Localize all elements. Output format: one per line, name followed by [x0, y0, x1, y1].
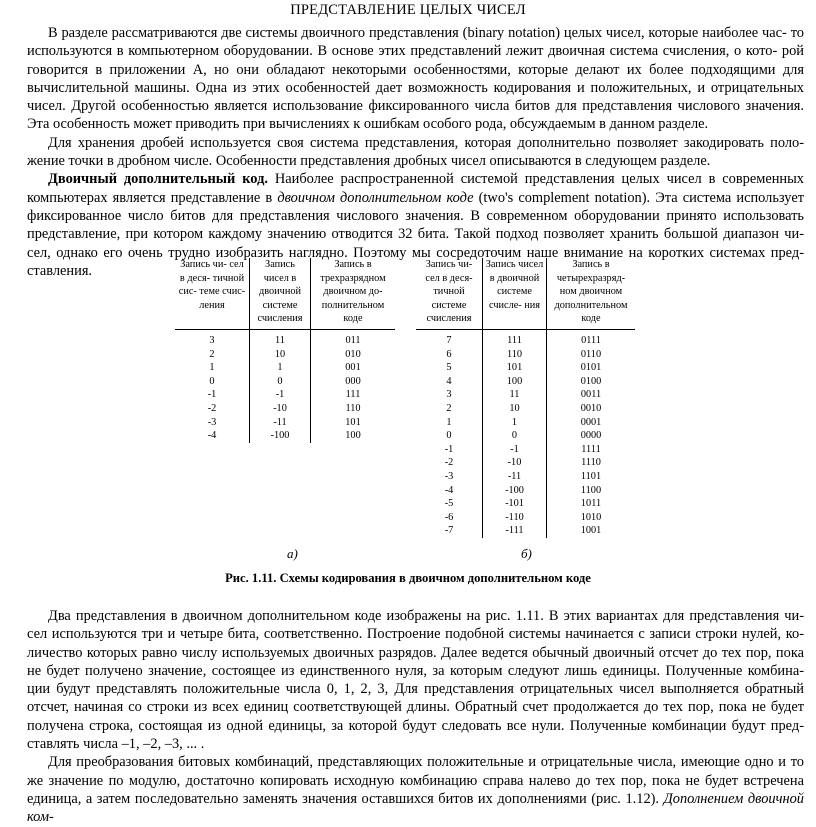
table-b-cell: 1100: [547, 484, 636, 498]
table-b-header-twos: Запись в четырехразряд- ном двоичном дополнительном коде: [547, 258, 636, 329]
table-b-cell: -10: [483, 456, 547, 470]
table-b-row: [416, 497, 635, 511]
table-a-cell: 001: [311, 361, 396, 375]
table-a-cell: -11: [250, 416, 311, 430]
table-b-cell: -100: [483, 484, 547, 498]
table-b-cell: 100: [483, 375, 547, 389]
table-a-cell: -4: [207, 430, 217, 442]
table-b-cell: -7: [444, 525, 454, 537]
table-b-cell: 0010: [547, 402, 636, 416]
paragraph-4: Два представления в двоичном дополнительном коде изображены на рис. 1.11. В этих вариантах для представления чи- сел используются три и четыре бита, соответственно. Построение подобной системы начинается с записи строки нулей, ко- личество которых равно числу используемых двоичных разрядов. Далее ведется обычный двоичный отсчет до тех пор, пока не будет получено значение, состоящее из единственного нуля, за которым следуют лишь единицы. Полученные комбина- ции будут представлять положительные числа 0, 1, 2, 3, Для представления отрицательных чисел выполняется обратный отсчет, начиная со строки из всех единиц соответствующей длины. Обратный счет продолжается до тех пор, пока не будет получена строка, состоящая из одной единицы, за которой будут следовать все нули. Полученные комбинации будут пред- ставлять числа –1, –2, –3, ... .: [27, 608, 804, 753]
table-a-header-twos: Запись в трехразрядном двоичном до- полнительном коде: [311, 258, 396, 329]
table-a-cell: 1: [209, 362, 215, 374]
table-b-cell: -101: [483, 497, 547, 511]
table-b-cell: 11: [483, 388, 547, 402]
table-b-cell: 1010: [547, 511, 636, 525]
table-b-cell: -1: [444, 443, 454, 455]
table-a-row: [175, 429, 395, 443]
table-a-row: [175, 329, 395, 347]
table-a-label: а): [287, 546, 298, 561]
table-b-cell: 1101: [547, 470, 636, 484]
table-b-cell: -3: [444, 470, 454, 482]
intro-text: [27, 24, 804, 280]
table-b-cell: 4: [446, 375, 452, 387]
table-a-cell: 111: [311, 388, 396, 402]
table-b-cell: 0110: [547, 348, 636, 362]
table-a-header-decimal: Запись чи- сел в деся- тичной сис- теме счис- ления: [175, 258, 250, 329]
table-b-cell: 0100: [547, 375, 636, 389]
table-a-cell: 010: [311, 348, 396, 362]
table-b-cell: -111: [483, 524, 547, 538]
table-b-row: [416, 416, 635, 430]
table-a-row: [175, 361, 395, 375]
table-b-cell: 1: [483, 416, 547, 430]
table-b-cell: 1: [446, 416, 452, 428]
table-b-cell: 111: [483, 329, 547, 347]
table-b-cell: 0101: [547, 361, 636, 375]
table-b-cell: 101: [483, 361, 547, 375]
table-b-row: [416, 429, 635, 443]
table-b-cell: -4: [444, 484, 454, 496]
table-b-cell: -1: [483, 443, 547, 457]
table-a-header-binary: Запись чисел в двоичной системе счисления: [250, 258, 311, 329]
table-a-row: [175, 402, 395, 416]
table-a-cell: 3: [209, 334, 215, 346]
page-title: ПРЕДСТАВЛЕНИЕ ЦЕЛЫХ ЧИСЕЛ: [290, 2, 526, 18]
table-a-cell: 11: [250, 329, 311, 347]
table-a-cell: 1: [250, 361, 311, 375]
table-b-cell: 0011: [547, 388, 636, 402]
body-text: [27, 607, 804, 827]
table-a-cell: -100: [250, 429, 311, 443]
table-a-cell: 10: [250, 348, 311, 362]
paragraph-5-text: Для преобразования битовых комбинаций, представляющих положительные и отрицательные числа, имеющие одно и то же значение по модулю, достаточно копировать исходную комбинацию справа налево до тех пор, пока не будет встречена единица, а затем последовательно заменять значения оставшихся битов их дополнениями (рис. 1.12).: [27, 754, 804, 807]
table-b-cell: 5: [446, 362, 452, 374]
paragraph-3-text-b: (two's complement notation). Эта система использует фиксированное число битов для представления числового значения. В современном оборудовании принято использовать представление, при котором каждому значению отводится 32 бита. Такой подход позволяет хранить большой диапазон чи- сел, однако его очень трудно изобразить наглядно. Поэтому мы сосредоточим наше внимание на коротких системах пред- ставления.: [27, 189, 804, 279]
table-b-row: [416, 511, 635, 525]
table-b-cell: 7: [446, 334, 452, 346]
table-a-row: [175, 375, 395, 389]
table-b-row: [416, 524, 635, 538]
table-b-cell: 1011: [547, 497, 636, 511]
table-b-header-binary: Запись чисел в двоичной системе счисле- ния: [483, 258, 547, 329]
table-b-row: [416, 402, 635, 416]
paragraph-5-italic: Дополнением двоичной ком-: [27, 790, 804, 826]
table-b-row: [416, 361, 635, 375]
table-a-row: [175, 348, 395, 362]
table-a-row: [175, 416, 395, 430]
table-a-cell: -1: [250, 388, 311, 402]
table-b-row: [416, 348, 635, 362]
figure-caption: Рис. 1.11. Схемы кодирования в двоичном дополнительном коде: [225, 571, 591, 585]
table-a-cell: 110: [311, 402, 396, 416]
table-3bit: [175, 258, 395, 443]
table-b-cell: -2: [444, 457, 454, 469]
table-b-row: [416, 456, 635, 470]
table-b-cell: -11: [483, 470, 547, 484]
table-b-cell: 2: [446, 402, 452, 414]
table-b-row: [416, 470, 635, 484]
table-a-cell: -3: [207, 416, 217, 428]
table-b-cell: 1110: [547, 456, 636, 470]
table-b-row: [416, 443, 635, 457]
table-b-cell: 10: [483, 402, 547, 416]
table-b-cell: -6: [444, 511, 454, 523]
table-b-label: б): [521, 546, 532, 561]
table-b-cell: -5: [444, 498, 454, 510]
table-a-cell: -10: [250, 402, 311, 416]
table-a-cell: -2: [207, 402, 217, 414]
paragraph-5: [27, 753, 804, 826]
table-a-cell: 000: [311, 375, 396, 389]
table-a-cell: 101: [311, 416, 396, 430]
table-a-cell: -1: [207, 389, 217, 401]
table-b-cell: -110: [483, 511, 547, 525]
section-heading: Двоичный дополнительный код.: [48, 171, 268, 188]
table-b-row: [416, 388, 635, 402]
paragraph-1: В разделе рассматриваются две системы двоичного представления (binary notation) целых чисел, которые наиболее час- то используются в компьютерном оборудовании. В основе этих представлений лежит двоичная система счисления, о кото- рой говорится в приложении А, но они обладают некоторыми особенностями, которые делают их более подходящими для вычислительной машины. Одна из этих особенностей дает возможность кодирования и положительных, и отрицательных чисел. Другой особенностью является использование фиксированного числа битов для представления числового значения. Эта особенность может приводить при вычислениях к ошибкам особого рода, обсуждаемым в данном разделе.: [27, 25, 804, 133]
table-b-cell: 0001: [547, 416, 636, 430]
table-b-cell: 6: [446, 348, 452, 360]
table-4bit: [416, 258, 635, 538]
paragraph-3-text-a: Наиболее распространенной системой представления целых чисел в современных компьютерах является представление в: [27, 171, 804, 206]
table-b-cell: 3: [446, 389, 452, 401]
table-a-cell: 011: [311, 329, 396, 347]
table-b-row: [416, 329, 635, 347]
table-b-row: [416, 484, 635, 498]
paragraph-2: Для хранения дробей используется своя система представления, которая дополнительно позволяет закодировать поло- жение точки в дробном числе. Особенности представления дробных чисел описываются в следующем разделе.: [27, 134, 804, 170]
table-a-cell: 0: [250, 375, 311, 389]
table-b-cell: 110: [483, 348, 547, 362]
term-italic: двоичном дополнительном коде: [277, 189, 474, 206]
table-a-cell: 100: [311, 429, 396, 443]
table-b-cell: 0000: [547, 429, 636, 443]
table-b-cell: 1001: [547, 524, 636, 538]
table-a-cell: 2: [209, 348, 215, 360]
table-b-cell: 0: [483, 429, 547, 443]
table-b-cell: 0111: [547, 329, 636, 347]
table-b-cell: 0: [446, 430, 452, 442]
table-b-header-decimal: Запись чи- сел в деся- тичной системе счисления: [416, 258, 483, 329]
table-b-row: [416, 375, 635, 389]
table-b-cell: 1111: [547, 443, 636, 457]
table-a-row: [175, 388, 395, 402]
table-a-cell: 0: [209, 375, 215, 387]
